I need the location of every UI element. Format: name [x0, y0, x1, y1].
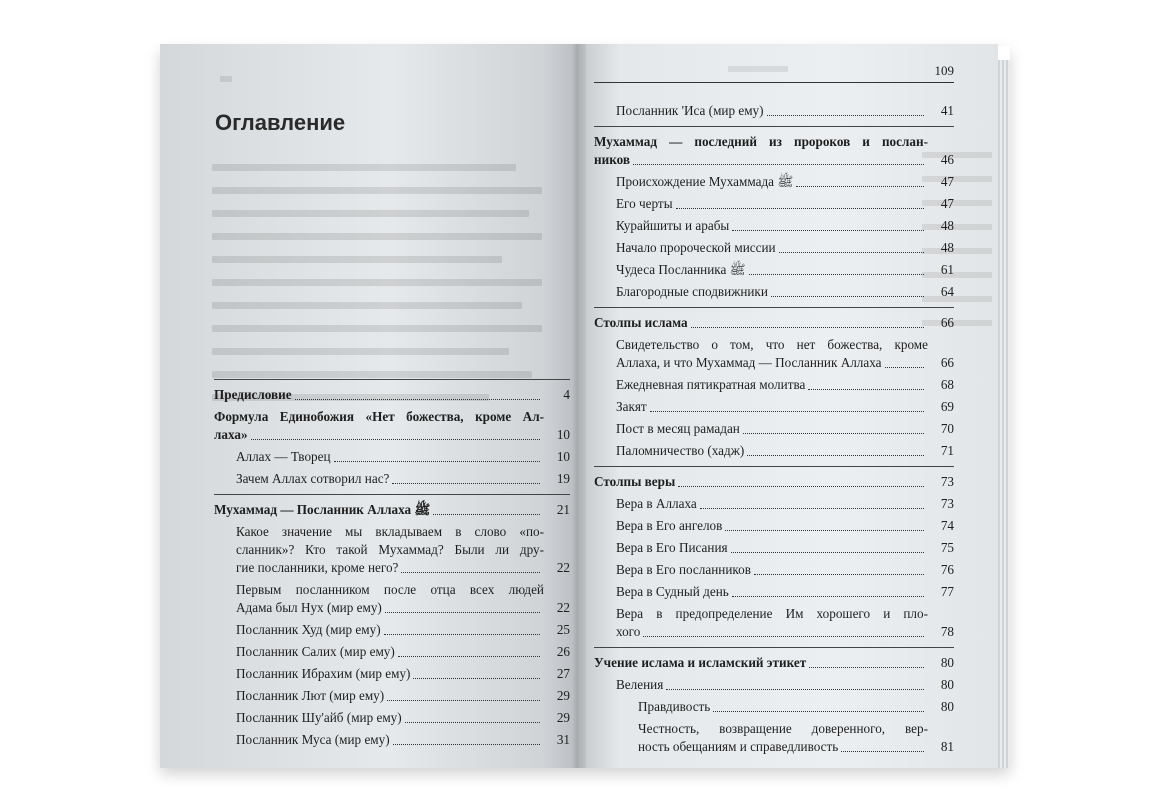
dot-leader: [334, 461, 540, 462]
toc-page-number: 41: [940, 103, 954, 118]
toc-page-number: 66: [940, 315, 954, 330]
toc-entry: [594, 173, 954, 191]
toc-entry-title: Вера в Аллаха: [616, 496, 697, 511]
toc-page-number: 48: [940, 240, 954, 255]
toc-entry: [594, 583, 954, 601]
dot-leader: [743, 433, 924, 434]
toc-entry: [214, 709, 570, 727]
toc-page-number: 80: [940, 677, 954, 692]
dot-leader: [747, 455, 924, 456]
toc-entry: [594, 195, 954, 213]
toc-entry: [594, 261, 954, 279]
right-page: [578, 44, 998, 768]
toc-entry: [214, 643, 570, 661]
toc-page-number: 46: [940, 152, 954, 167]
toc-entry: [594, 283, 954, 301]
toc-entry-title: Формула Единобожия «Нет божества, кроме Ал-: [214, 409, 544, 424]
dot-leader: [725, 530, 924, 531]
toc-page-number: 81: [940, 739, 954, 754]
toc-page-number: 47: [940, 174, 954, 189]
toc-entry-title: Вера в Его Писания: [616, 540, 728, 555]
toc-entry-title: Учение ислама и исламский этикет: [594, 655, 807, 670]
toc-entry-title: Чудеса Посланника ﷺ: [616, 262, 746, 277]
toc-page-number: 70: [940, 421, 954, 436]
dot-leader: [385, 612, 540, 613]
toc-entry-title: Правдивость: [638, 699, 711, 714]
toc-page-number: 77: [940, 584, 954, 599]
dot-leader: [767, 115, 924, 116]
toc-page-number: 80: [940, 655, 954, 670]
toc-page-number: 22: [556, 560, 570, 575]
section-divider: [214, 494, 570, 495]
toc-page-number: 61: [940, 262, 954, 277]
toc-entry: [594, 217, 954, 235]
toc-entry-title: Аллах — Творец: [236, 449, 331, 464]
toc-page-number: 31: [556, 732, 570, 747]
toc-page-number: 75: [940, 540, 954, 555]
dot-leader: [731, 552, 924, 553]
toc-entry-title: Вера в Судный день: [616, 584, 729, 599]
toc-page-number: 73: [940, 474, 954, 489]
toc-entry-title: Паломничество (хадж): [616, 443, 745, 458]
dot-leader: [393, 744, 540, 745]
toc-page-number: 22: [556, 600, 570, 615]
dot-leader: [401, 572, 540, 573]
toc-entry-title: Мухаммад — Посланник Аллаха ﷺ: [214, 502, 431, 517]
toc-entry-title: ность обещаниям и справедливость: [638, 739, 839, 754]
toc-page-number: 19: [556, 471, 570, 486]
toc-entry: [594, 420, 954, 438]
dot-leader: [749, 274, 924, 275]
toc-entry-title: Вера в Его ангелов: [616, 518, 723, 533]
dot-leader: [691, 327, 924, 328]
dot-leader: [732, 596, 924, 597]
section-divider: [594, 647, 954, 648]
toc-entry-title: сланник»? Кто такой Мухаммад? Были ли дру-: [236, 542, 544, 557]
toc-page-number: 74: [940, 518, 954, 533]
toc-page-number: 21: [556, 502, 570, 517]
dot-leader: [633, 164, 924, 165]
toc-entry-title: Его черты: [616, 196, 673, 211]
toc-page-number: 47: [940, 196, 954, 211]
left-page: [160, 44, 578, 768]
toc-entry-title: Столпы ислама: [594, 315, 688, 330]
dot-leader: [405, 722, 540, 723]
toc-page-number: 25: [556, 622, 570, 637]
dot-leader: [841, 751, 924, 752]
section-divider: [594, 126, 954, 127]
dot-leader: [413, 678, 540, 679]
dot-leader: [251, 439, 540, 440]
toc-entry-title: Ежедневная пятикратная молитва: [616, 377, 806, 392]
dot-leader: [754, 574, 924, 575]
dot-leader: [809, 667, 924, 668]
section-divider: [594, 466, 954, 467]
dot-leader: [433, 514, 540, 515]
toc-page-number: 76: [940, 562, 954, 577]
toc-page-number: 66: [940, 355, 954, 370]
toc-entry: [594, 495, 954, 513]
dot-leader: [650, 411, 924, 412]
toc-page-number: 29: [556, 710, 570, 725]
toc-page-number: 73: [940, 496, 954, 511]
toc-heading: Оглавление: [215, 110, 346, 135]
toc-entry-title: Пост в месяц рамадан: [616, 421, 740, 436]
toc-page-number: 71: [940, 443, 954, 458]
dot-leader: [678, 486, 924, 487]
dot-leader: [732, 230, 924, 231]
toc-entry-title: Зачем Аллах сотворил нас?: [236, 471, 390, 486]
toc-entry: [594, 676, 954, 694]
dot-leader: [796, 186, 924, 187]
toc-entry: [214, 523, 570, 577]
toc-page-number: 80: [940, 699, 954, 714]
dot-leader: [808, 389, 924, 390]
toc-entry-title: ников: [594, 152, 631, 167]
toc-entry-title: Посланник 'Иса (мир ему): [616, 103, 764, 118]
toc-entry-title: Первым посланником после отца всех людей: [236, 582, 544, 597]
toc-entry-title: Вера в предопределение Им хорошего и пло-: [616, 606, 928, 621]
toc-entry-title: Предисловие: [214, 387, 292, 402]
toc-entry-title: Аллаха, и что Мухаммад — Посланник Аллаха: [616, 355, 882, 370]
dot-leader: [392, 483, 540, 484]
toc-entry: [594, 517, 954, 535]
dot-leader: [676, 208, 924, 209]
toc-entry: [214, 408, 570, 444]
dot-leader: [700, 508, 924, 509]
toc-page-number: 29: [556, 688, 570, 703]
toc-entry: [594, 720, 954, 756]
book-gutter: [572, 44, 586, 768]
toc-entry: [594, 473, 954, 491]
toc-entry: [214, 687, 570, 705]
toc-entry: [214, 386, 570, 404]
toc-right: [594, 102, 954, 760]
header-rule: [594, 82, 954, 83]
section-divider: [214, 379, 570, 380]
toc-entry-title: хого: [616, 624, 641, 639]
dot-leader: [387, 700, 540, 701]
dot-leader: [779, 252, 924, 253]
dot-leader: [771, 296, 924, 297]
toc-entry: [214, 581, 570, 617]
toc-entry-title: Посланник Салих (мир ему): [236, 644, 395, 659]
right-header-show-through: [728, 66, 788, 72]
toc-left: [214, 379, 570, 753]
toc-entry-title: Посланник Ибрахим (мир ему): [236, 666, 411, 681]
toc-page-number: 10: [556, 427, 570, 442]
toc-entry-title: гие посланники, кроме него?: [236, 560, 399, 575]
dot-leader: [295, 399, 540, 400]
toc-entry: [594, 239, 954, 257]
toc-entry: [594, 133, 954, 169]
toc-page-number: 78: [940, 624, 954, 639]
toc-entry-title: Посланник Шу'айб (мир ему): [236, 710, 402, 725]
toc-entry-title: Вера в Его посланников: [616, 562, 751, 577]
toc-entry: [594, 539, 954, 557]
toc-page-number: 10: [556, 449, 570, 464]
toc-entry: [594, 442, 954, 460]
toc-entry: [594, 376, 954, 394]
dot-leader: [666, 689, 924, 690]
toc-page-number: 68: [940, 377, 954, 392]
toc-entry-title: Столпы веры: [594, 474, 676, 489]
dot-leader: [885, 367, 924, 368]
toc-entry: [214, 665, 570, 683]
toc-entry-title: Мухаммад — последний из пророков и послан-: [594, 134, 928, 149]
toc-entry-title: Какое значение мы вкладываем в слово «по-: [236, 524, 544, 539]
page-edges: [998, 60, 1010, 768]
left-header-show-through: [220, 76, 232, 82]
toc-entry: [594, 561, 954, 579]
dot-leader: [384, 634, 540, 635]
toc-page-number: 27: [556, 666, 570, 681]
toc-entry-title: Адама был Нух (мир ему): [236, 600, 382, 615]
toc-entry: [214, 621, 570, 639]
toc-entry: [214, 470, 570, 488]
toc-entry-title: Посланник Муса (мир ему): [236, 732, 390, 747]
toc-entry-title: Свидетельство о том, что нет божества, кроме: [616, 337, 928, 352]
toc-entry: [594, 654, 954, 672]
toc-entry: [594, 314, 954, 332]
toc-entry-title: Веления: [616, 677, 664, 692]
toc-entry: [594, 398, 954, 416]
page-number: 109: [934, 63, 954, 78]
dot-leader: [398, 656, 540, 657]
toc-entry: [214, 501, 570, 519]
toc-page-number: 69: [940, 399, 954, 414]
toc-page-number: 48: [940, 218, 954, 233]
toc-entry-title: Начало пророческой миссии: [616, 240, 776, 255]
section-divider: [594, 307, 954, 308]
toc-entry: [594, 336, 954, 372]
toc-page-number: 26: [556, 644, 570, 659]
toc-entry: [214, 731, 570, 749]
toc-entry-title: Честность, возвращение доверенного, вер-: [638, 721, 928, 736]
toc-entry-title: Происхождение Мухаммада ﷺ: [616, 174, 794, 189]
toc-entry-title: Посланник Худ (мир ему): [236, 622, 381, 637]
toc-entry: [594, 102, 954, 120]
dot-leader: [643, 636, 924, 637]
toc-entry-title: лаха»: [214, 427, 248, 442]
toc-entry-title: Благородные сподвижники: [616, 284, 768, 299]
toc-entry: [594, 698, 954, 716]
toc-entry: [594, 605, 954, 641]
toc-entry-title: Курайшиты и арабы: [616, 218, 730, 233]
toc-entry: [214, 448, 570, 466]
dot-leader: [713, 711, 924, 712]
toc-entry-title: Закят: [616, 399, 647, 414]
toc-entry-title: Посланник Лют (мир ему): [236, 688, 385, 703]
toc-page-number: 4: [563, 387, 570, 402]
toc-page-number: 64: [940, 284, 954, 299]
